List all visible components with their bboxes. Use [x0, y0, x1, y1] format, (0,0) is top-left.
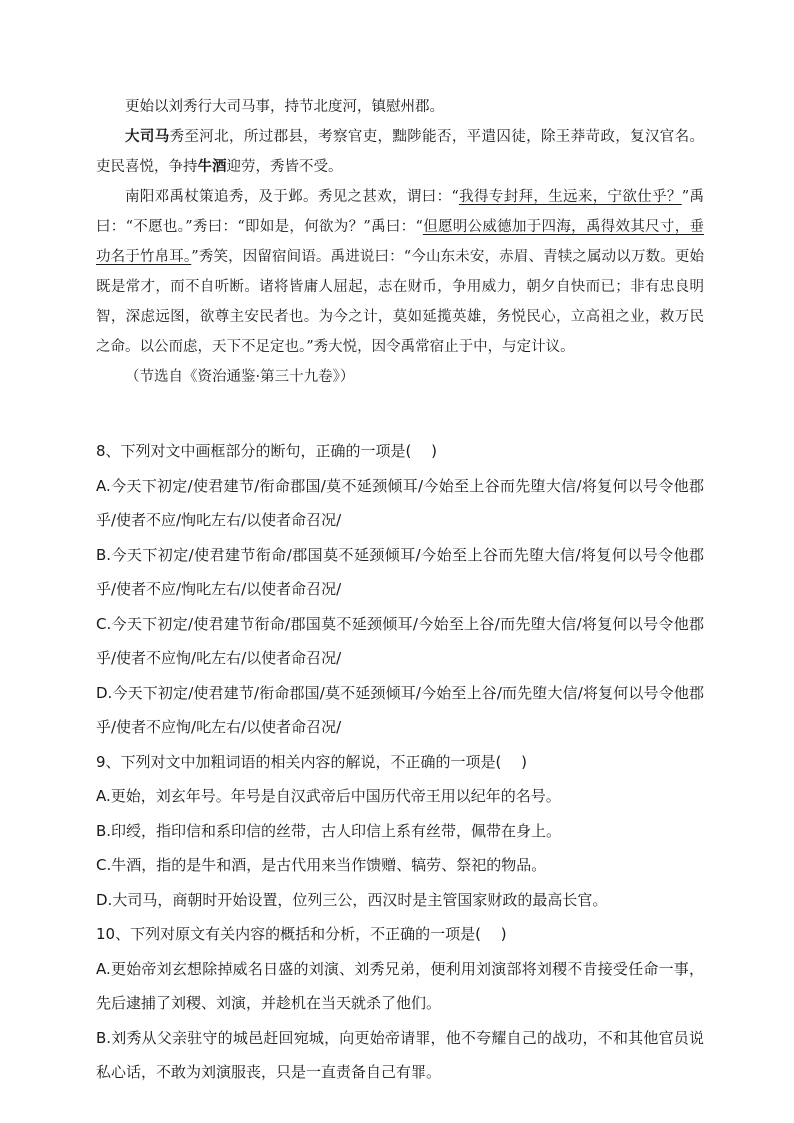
passage-paragraph [96, 182, 704, 362]
answer-option: B.印绶，指印信和系印信的丝带，古人印信上系有丝带，佩带在身上。 [96, 821, 562, 840]
passage-source: （节选自《资治通鉴·第三十九卷》） [125, 369, 355, 385]
passage-text: ”禹曰：“不愿也。”秀曰：“即如是，何欲为？”禹曰：“ [96, 189, 705, 235]
answer-option: B.刘秀从父亲驻守的城邑赶回宛城，向更始帝请罪，他不夸耀自己的战功，不和其他官员说私心话，不敢为刘演服丧，只是一直责备自己有罪。 [96, 1028, 704, 1081]
passage-text: ”秀笑，因留宿间语。禹进说曰：“今山东未安，赤眉、青犊之属动以万数。更始既是常才，而不自听断。诸将皆庸人屈起，志在财币，争用威力，朝夕自快而已；非有忠良明智，深虑远图，欲尊主安民者也。为今之计，莫如延揽英雄，务悦民心，立高祖之业，救万民之命。以公而虑，天下不足定也。”秀大悦，因令禹常宿止于中，与定计议。 [96, 249, 705, 355]
passage-text: 更始以刘秀行大司马事，持节北度河，镇慰州郡。 [125, 99, 444, 115]
answer-option: A.更始帝刘玄想除掉威名日盛的刘演、刘秀兄弟，便利用刘演部将刘稷不肯接受任命一事，先后逮捕了刘稷、刘演，并趁机在当天就杀了他们。 [96, 959, 704, 1012]
passage-paragraph [96, 92, 704, 122]
bold-term: 牛酒 [197, 159, 227, 175]
answer-option: B.今天下初定/使君建节衔命/郡国莫不延颈倾耳/今始至上谷而先堕大信/将复何以号令他郡乎/使者不应/恂叱左右/以使者命召况/ [96, 545, 704, 598]
underlined-sentence: 我得专封拜，生远来，宁欲仕乎？ [458, 189, 682, 205]
answer-option: D.今天下初定/使君建节/衔命郡国/莫不延颈倾耳/今始至上谷/而先堕大信/将复何以号令他郡乎/使者不应恂/叱左右/以使者命召况/ [96, 683, 704, 736]
passage-text: 迎劳，秀皆不受。 [226, 159, 343, 175]
answer-option: C.牛酒，指的是牛和酒，是古代用来当作馈赠、犒劳、祭祀的物品。 [96, 856, 547, 874]
question-list [96, 434, 704, 1090]
question-stem: 9、下列对文中加粗词语的相关内容的解说，不正确的一项是( ) [96, 752, 528, 771]
passage-paragraph [96, 122, 704, 182]
classical-passage [96, 92, 704, 392]
passage-text: 秀至河北，所过郡县，考察官吏，黜陟能否，平遣囚徒，除王莽苛政，复汉官名。吏民喜悦，争持 [96, 129, 705, 175]
answer-option: A.今天下初定/使君建节/衔命郡国/莫不延颈倾耳/今始至上谷而先堕大信/将复何以号令他郡乎/使者不应/恂叱左右/以使者命召况/ [96, 476, 704, 529]
question-stem: 10、下列对原文有关内容的概括和分析，不正确的一项是( ) [96, 925, 507, 943]
answer-option: D.大司马，商朝时开始设置，位列三公，西汉时是主管国家财政的最高长官。 [96, 890, 608, 909]
question-stem: 8、下列对文中画框部分的断句，正确的一项是( ) [96, 442, 438, 460]
answer-option: A.更始，刘玄年号。年号是自汉武帝后中国历代帝王用以纪年的名号。 [96, 787, 561, 805]
answer-option: C.今天下初定/使君建节衔命/郡国莫不延颈倾耳/今始至上谷/而先堕大信/将复何以号令他郡乎/使者不应恂/叱左右/以使者命召况/ [96, 614, 704, 667]
underlined-sentence: 但愿明公威德加于四海，禹得效其尺寸，垂功名于竹帛耳。 [96, 219, 705, 265]
bold-term: 大司马 [125, 129, 170, 145]
passage-text: 南阳邓禹杖策追秀，及于邺。秀见之甚欢，谓曰：“ [125, 189, 459, 205]
